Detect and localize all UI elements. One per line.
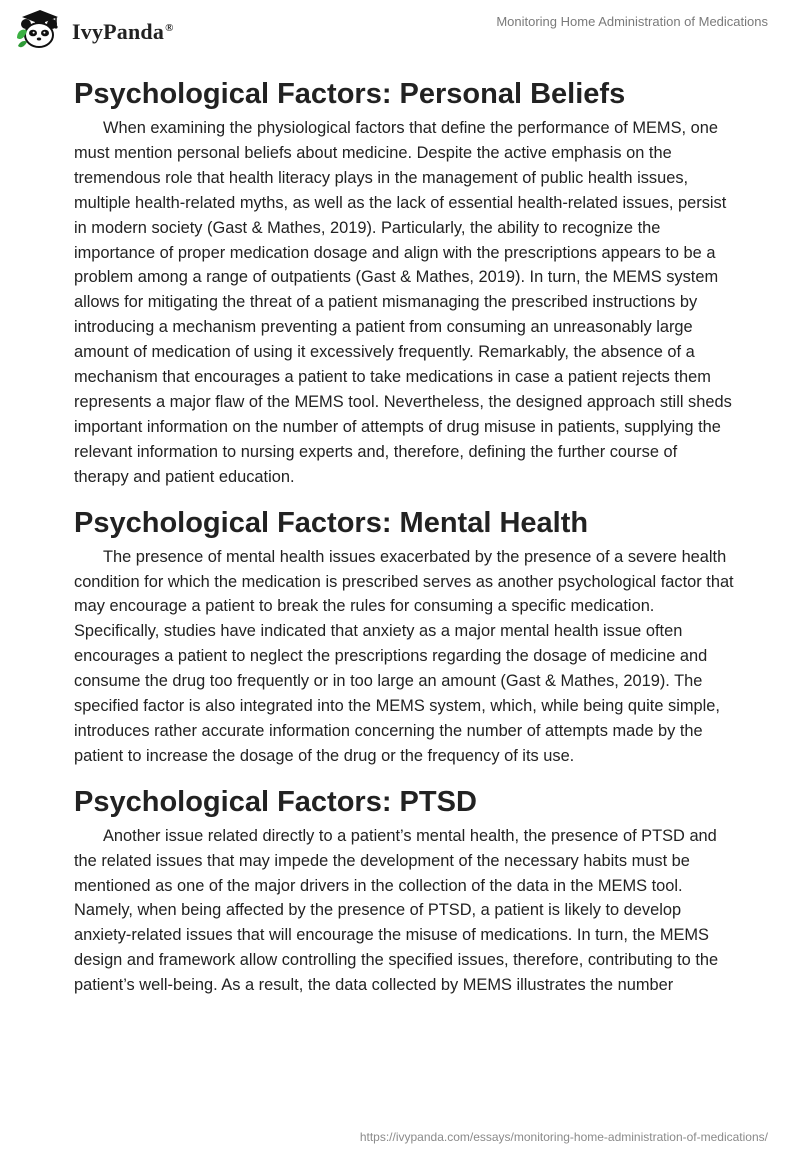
section-paragraph-ptsd: Another issue related directly to a patient’s mental health, the presence of PTSD and the related issues that may impede the development of the necessary habits must be mentioned as one of the major drivers in the collection of the data in the MEMS tool. Namely, when being affected by the presence of PTSD, a patient is likely to develop anxiety-related issues that will encourage the misuse of medications. In turn, the MEMS design and framework allow controlling the specified issues, therefore, contributing to the patient’s well-being. As a result, the data collected by MEMS illustrates the number xyxy=(74,826,719,995)
panda-graduate-icon xyxy=(14,8,66,52)
section-heading-mental-health: Psychological Factors: Mental Health xyxy=(74,506,589,539)
article-content xyxy=(74,66,734,998)
document-title: Monitoring Home Administration of Medications xyxy=(496,14,768,29)
section-heading-personal-beliefs: Psychological Factors: Personal Beliefs xyxy=(74,78,626,110)
source-url[interactable]: https://ivypanda.com/essays/monitoring-home-administration-of-medications/ xyxy=(359,1130,768,1144)
ivypanda-logo[interactable] xyxy=(14,8,174,52)
page-header xyxy=(0,0,800,60)
brand-name: IvyPanda® xyxy=(72,19,174,44)
section-paragraph-personal-beliefs: When examining the physiological factors that define the performance of MEMS, one must mention personal beliefs about medicine. Despite the active emphasis on the tremendous role that health literacy plays in the management of public health issues, multiple health-related myths, as well as the lack of essential health-related issues, persist in modern society (Gast & Mathes, 2019). Particularly, the ability to recognize the importance of proper medication dosage and align with the prescriptions appears to be a problem among a range of outpatients (Gast & Mathes, 2019). In turn, the MEMS system allows for mitigating the threat of a patient mismanaging the prescribed instructions by introducing a mechanism preventing a patient from consuming an unreasonably large amount of medication of using it excessively frequently. Remarkably, the absence of a mechanism that encourages a patient to take medications in case a patient rejects them represents a major flaw of the MEMS tool. Nevertheless, the designed approach still sheds important information on the number of attempts of drug misuse in patients, supplying the relevant information to nursing experts and, therefore, defining the further course of therapy and patient education. xyxy=(74,119,732,486)
section-paragraph-mental-health: The presence of mental health issues exacerbated by the presence of a severe health condition for which the medication is prescribed serves as another psychological factor that may encourage a patient to break the rules for consuming a specific medication. Specifically, studies have indicated that anxiety as a major mental health issue often encourages a patient to neglect the prescriptions regarding the dosage of medicine and consume the drug too frequently or in too large an amount (Gast & Mathes, 2019). The specified factor is also integrated into the MEMS system, which, while being quite simple, introduces rather accurate information concerning the number of attempts made by the patient to increase the dosage of the drug or the frequency of its use. xyxy=(74,547,734,765)
section-heading-ptsd: Psychological Factors: PTSD xyxy=(74,785,477,818)
